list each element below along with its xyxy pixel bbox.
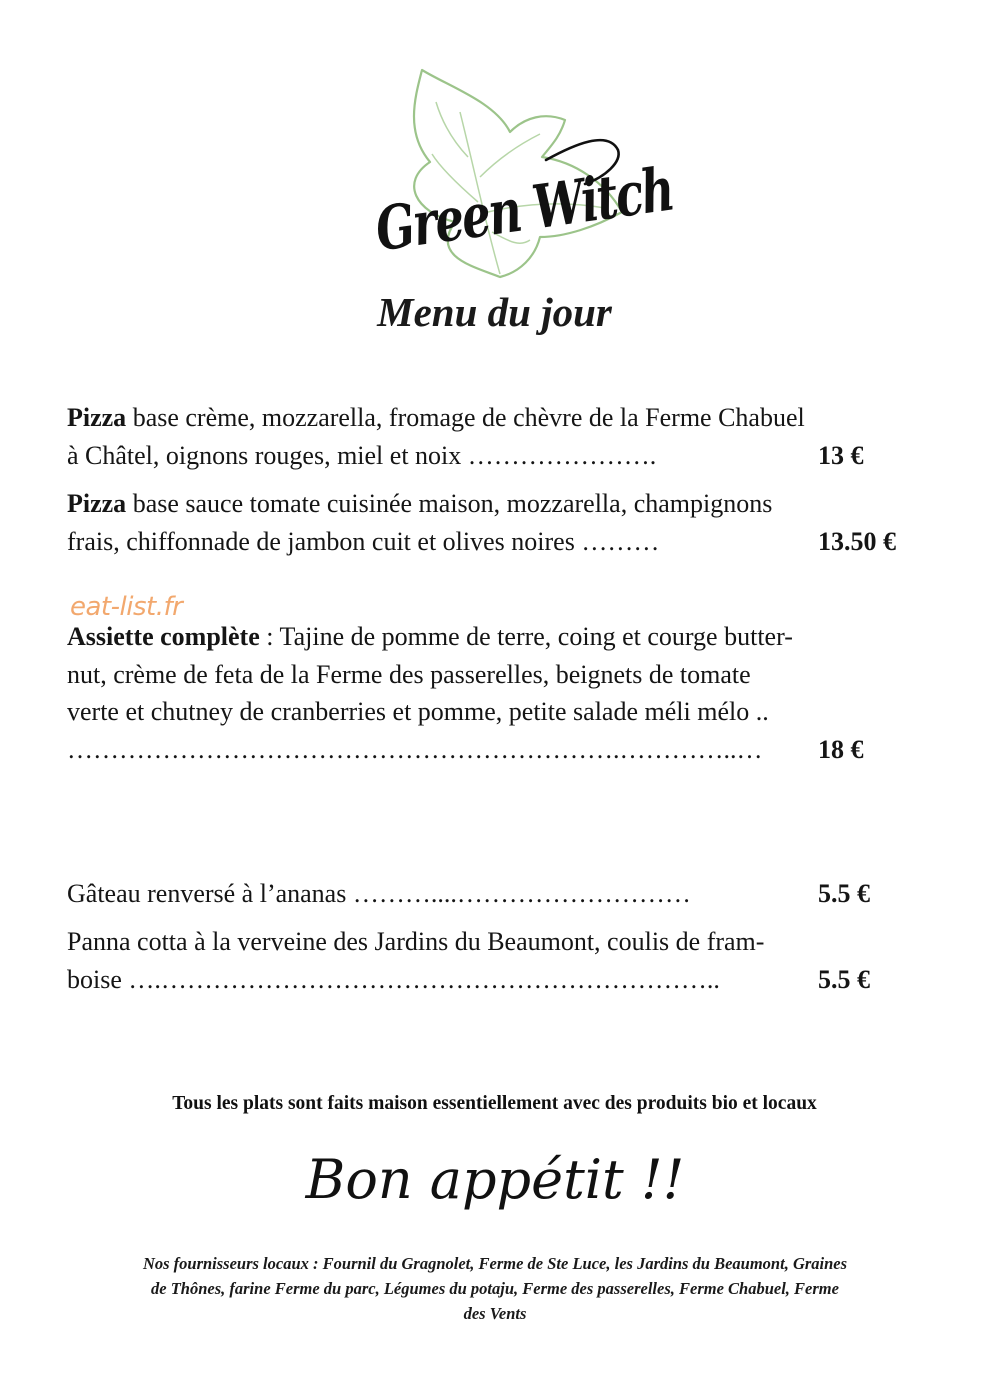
dessert-gateau-ananas — [67, 875, 927, 913]
dish-line: Pizza base crème, mozzarella, fromage de chèvre de la Ferme Chabuel — [67, 403, 805, 432]
suppliers-line: Nos fournisseurs locaux : Fournil du Gragnolet, Ferme de Ste Luce, les Jardins du Beaumont, Graines — [142, 1254, 848, 1273]
homemade-statement: Tous les plats sont faits maison essentiellement avec des produits bio et locaux — [172, 1093, 817, 1114]
dish-price: 18 € — [818, 734, 864, 764]
bon-appetit-text: Bon appétit !! — [305, 1148, 684, 1211]
logo-text: Green Witch — [371, 153, 677, 266]
dish-line: ……………………………………………………….…………..… 18 € — [67, 731, 927, 769]
dish-line: Assiette complète : Tajine de pomme de terre, coing et courge butter- — [67, 622, 793, 651]
dessert-panna-cotta — [67, 923, 927, 998]
dish-line: verte et chutney de cranberries et pomme, petite salade méli mélo .. — [67, 697, 769, 726]
dish-line: Panna cotta à la verveine des Jardins du Beaumont, coulis de fram- — [67, 927, 765, 956]
dish-pizza-chevre — [67, 399, 927, 474]
logo — [360, 62, 677, 287]
dish-price: 5.5 € — [818, 879, 870, 908]
dish-price: 5.5 € — [818, 964, 870, 994]
dish-pizza-jambon — [67, 485, 927, 560]
dish-line: nut, crème de feta de la Ferme des passerelles, beignets de tomate — [67, 659, 751, 689]
suppliers-note — [55, 1251, 935, 1326]
dish-name: Pizza — [67, 489, 127, 518]
suppliers-line: de Thônes, farine Ferme du parc, Légumes du potaju, Ferme des passerelles, Ferme Chabuel, Ferme — [151, 1279, 839, 1298]
dish-name: Pizza — [67, 403, 127, 432]
dish-line: Gâteau renversé à l’ananas ………....……………………… 5.5 € — [67, 875, 927, 913]
dish-name: Assiette complète — [67, 622, 260, 651]
ivy-leaf-icon — [360, 62, 677, 287]
bon-appetit-script — [285, 1138, 705, 1228]
dish-assiette-complete — [67, 618, 927, 768]
suppliers-line: des Vents — [463, 1304, 527, 1323]
dish-price: 13 € — [818, 440, 864, 470]
dish-line: frais, chiffonnade de jambon cuit et olives noires ……… 13.50 € — [67, 523, 927, 561]
dish-line: à Châtel, oignons rouges, miel et noix …………………. 13 € — [67, 437, 927, 475]
bon-appetit — [0, 1138, 989, 1233]
watermark: eat-list.fr — [70, 592, 183, 622]
dish-line: Pizza base sauce tomate cuisinée maison, mozzarella, champignons — [67, 489, 773, 518]
dish-line: boise ….……………………………………………………….. 5.5 € — [67, 961, 927, 999]
dish-price: 13.50 € — [818, 526, 896, 556]
page-title: Menu du jour — [377, 289, 612, 335]
